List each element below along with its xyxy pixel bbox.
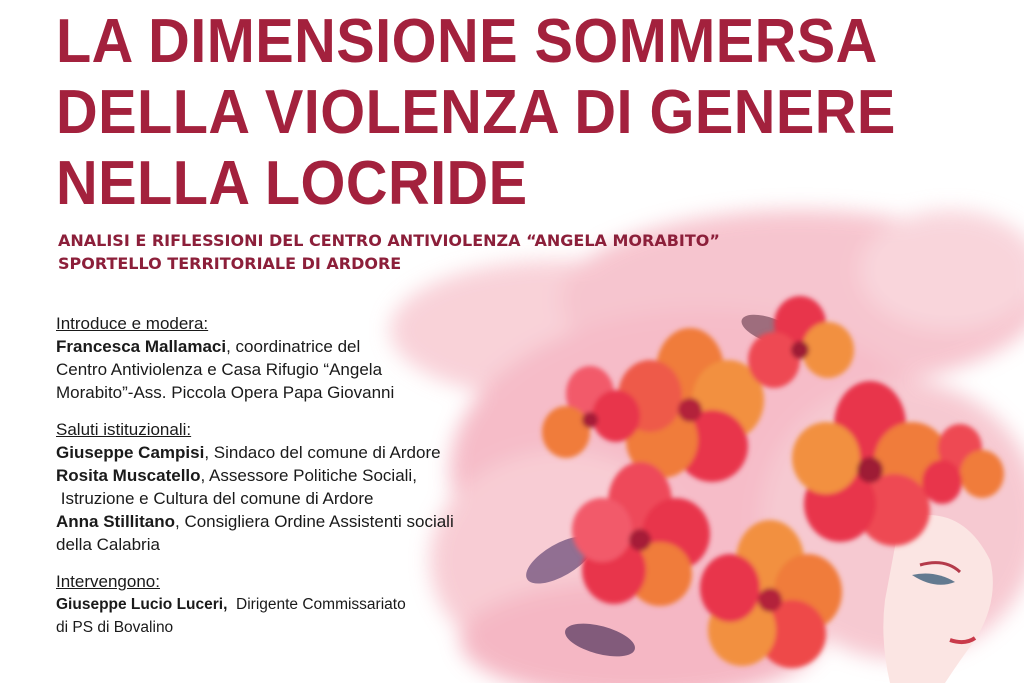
speaker-role: Dirigente Commissariato [227, 596, 406, 613]
event-program [56, 312, 556, 653]
greeting-role: , Assessore Politiche Sociali, [200, 466, 417, 485]
greeting-entry [56, 510, 556, 533]
subtitle-line-2: SPORTELLO TERRITORIALE DI ARDORE [58, 254, 402, 273]
greeting-role-continued: Istruzione e Cultura del comune di Ardore [56, 489, 374, 508]
intro-heading: Introduce e modera: [56, 314, 209, 333]
speakers-section [56, 570, 556, 639]
speaker-role-continued: di PS di Bovalino [56, 619, 174, 636]
moderator-role-line-2: Centro Antiviolenza e Casa Rifugio “Angela [56, 360, 383, 379]
moderator-name: Francesca Mallamaci [56, 337, 227, 356]
speakers-heading: Intervengono: [56, 572, 160, 591]
greeting-name: Rosita Muscatello [56, 466, 201, 485]
intro-section [56, 312, 556, 404]
intro-entry [56, 335, 556, 358]
speaker-entry [56, 593, 556, 616]
speaker-name: Giuseppe Lucio Luceri, [56, 596, 228, 613]
greeting-entry [56, 464, 556, 487]
greeting-name: Giuseppe Campisi [56, 443, 205, 462]
greeting-name: Anna Stillitano [56, 512, 175, 531]
greeting-role: , Sindaco del comune di Ardore [204, 443, 441, 462]
greeting-role: , Consigliera Ordine Assistenti sociali [175, 512, 454, 531]
title-line-3: NELLA LOCRIDE [56, 149, 528, 218]
greetings-section [56, 418, 556, 556]
subtitle-line-1: ANALISI E RIFLESSIONI DEL CENTRO ANTIVIOLENZA “ANGELA MORABITO” [58, 231, 720, 250]
title-line-2: DELLA VIOLENZA DI GENERE [56, 78, 896, 147]
moderator-role: , coordinatrice del [226, 337, 361, 356]
event-title [56, 6, 930, 219]
greetings-heading: Saluti istituzionali: [56, 420, 192, 439]
moderator-role-line-3: Morabito”-Ass. Piccola Opera Papa Giovanni [56, 383, 395, 402]
greeting-entry [56, 441, 556, 464]
title-line-1: LA DIMENSIONE SOMMERSA [56, 7, 878, 76]
greeting-role-continued: della Calabria [56, 535, 160, 554]
event-subtitle [58, 229, 720, 275]
